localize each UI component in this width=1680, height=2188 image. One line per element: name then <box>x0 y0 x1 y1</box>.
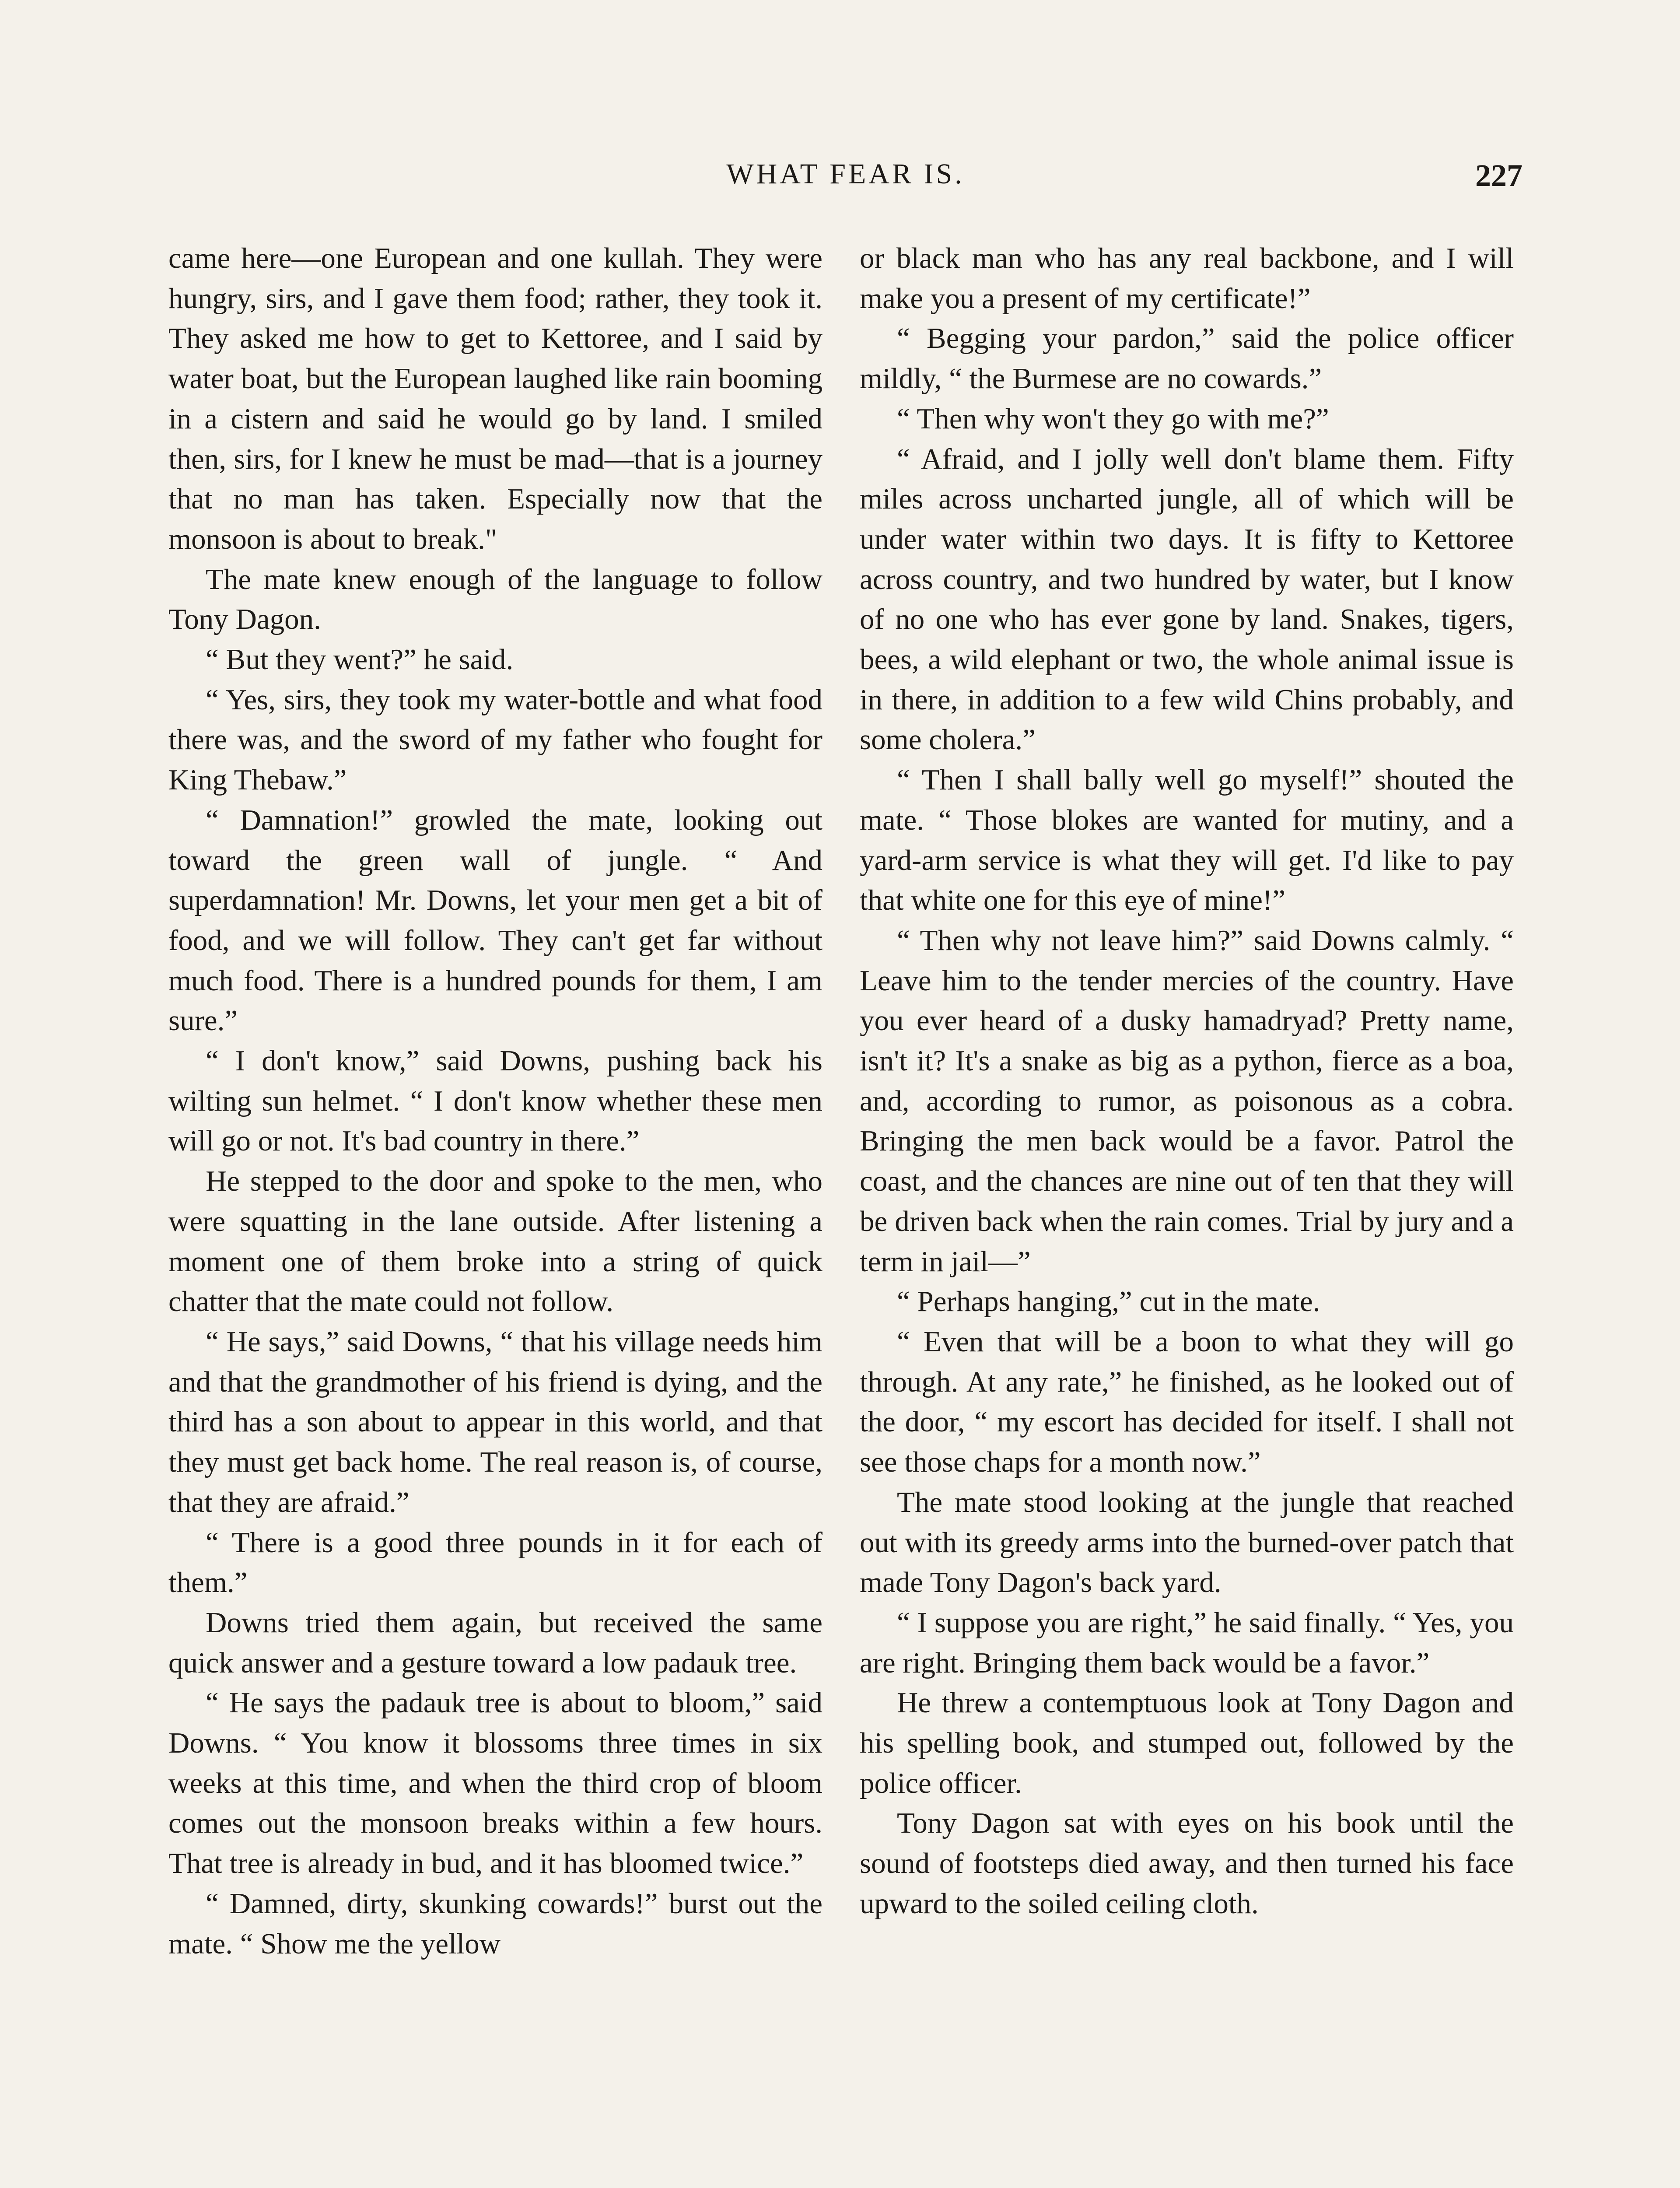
chapter-title: WHAT FEAR IS. <box>726 158 965 190</box>
paragraph: The mate knew enough of the language to follow Tony Dagon. <box>168 563 822 636</box>
paragraph: He threw a contemptuous look at Tony Dagon and his spelling book, and stumped out, followed by the police officer. <box>860 1687 1514 1799</box>
paragraph: “ He says the padauk tree is about to bloom,” said Downs. “ You know it blossoms three times in six weeks at this time, and when the third crop of bloom comes out the monsoon breaks within a few hours. That tree is already in bud, and it has bloomed twice.” <box>168 1687 822 1880</box>
paragraph: “ Even that will be a boon to what they will go through. At any rate,” he finished, as he looked out of the door, “ my escort has decided for itself. I shall not see those chaps for a month now.” <box>860 1325 1514 1479</box>
paragraph: or black man who has any real backbone, and I will make you a present of my certificate!” <box>860 242 1514 315</box>
paragraph: “ Damnation!” growled the mate, looking out toward the green wall of jungle. “ And superdamnation! Mr. Downs, let your men get a bit of food, and we will follow. They can't get far without much food. There is a hundred pounds for them, I am sure.” <box>168 803 822 1037</box>
paragraph: Tony Dagon sat with eyes on his book until the sound of footsteps died away, and then turned his face upward to the soiled ceiling cloth. <box>860 1807 1514 1920</box>
paragraph: The mate stood looking at the jungle that reached out with its greedy arms into the burned-over patch that made Tony Dagon's back yard. <box>860 1486 1514 1599</box>
paragraph: “ Then why won't they go with me?” <box>897 402 1329 435</box>
paragraph: “ There is a good three pounds in it for each of them.” <box>168 1526 822 1599</box>
paragraph: “ Begging your pardon,” said the police officer mildly, “ the Burmese are no cowards.” <box>860 322 1514 395</box>
paragraph: Downs tried them again, but received the same quick answer and a gesture toward a low padauk tree. <box>168 1606 822 1679</box>
paragraph: “ Perhaps hanging,” cut in the mate. <box>897 1285 1320 1318</box>
running-header <box>168 158 1522 197</box>
paragraph: “ I don't know,” said Downs, pushing back his wilting sun helmet. “ I don't know whether these men will go or not. It's bad country in there.” <box>168 1045 822 1157</box>
paragraph: He stepped to the door and spoke to the men, who were squatting in the lane outside. After listening a moment one of them broke into a string of quick chatter that the mate could not follow. <box>168 1165 822 1318</box>
page-number: 227 <box>1475 158 1522 193</box>
left-text-column <box>168 238 822 1964</box>
paragraph: “ Afraid, and I jolly well don't blame them. Fifty miles across uncharted jungle, all of which will be under water within two days. It is fifty to Kettoree across country, and two hundred by water, but I know of no one who has ever gone by land. Snakes, tigers, bees, a wild elephant or two, the whole animal issue is in there, in addition to a few wild Chins probably, and some cholera.” <box>860 442 1514 756</box>
paragraph: “ Yes, sirs, they took my water-bottle and what food there was, and the sword of my father who fought for King Thebaw.” <box>168 683 822 796</box>
paragraph: “ But they went?” he said. <box>206 643 514 676</box>
paragraph: “ Then I shall bally well go myself!” shouted the mate. “ Those blokes are wanted for mutiny, and a yard-arm service is what they will get. I'd like to pay that white one for this eye of mine!” <box>860 764 1514 917</box>
paragraph: “ I suppose you are right,” he said finally. “ Yes, you are right. Bringing them back would be a favor.” <box>860 1606 1514 1679</box>
right-text-column <box>860 238 1514 1924</box>
paragraph: “ Damned, dirty, skunking cowards!” burst out the mate. “ Show me the yellow <box>168 1887 822 1960</box>
paragraph: came here—one European and one kullah. They were hungry, sirs, and I gave them food; rather, they took it. They asked me how to get to Kettoree, and I said by water boat, but the European laughed like rain booming in a cistern and said he would go by land. I smiled then, sirs, for I knew he must be mad—that is a journey that no man has taken. Especially now that the monsoon is about to break." <box>168 242 822 555</box>
paragraph: “ He says,” said Downs, “ that his village needs him and that the grandmother of his friend is dying, and the third has a son about to appear in this world, and that they must get back home. The real reason is, of course, that they are afraid.” <box>168 1325 822 1518</box>
paragraph: “ Then why not leave him?” said Downs calmly. “ Leave him to the tender mercies of the country. Have you ever heard of a dusky hamadryad? Pretty name, isn't it? It's a snake as big as a python, fierce as a boa, and, according to rumor, as poisonous as a cobra. Bringing the men back would be a favor. Patrol the coast, and the chances are nine out of ten that they will be driven back when the rain comes. Trial by jury and a term in jail—” <box>860 924 1514 1278</box>
